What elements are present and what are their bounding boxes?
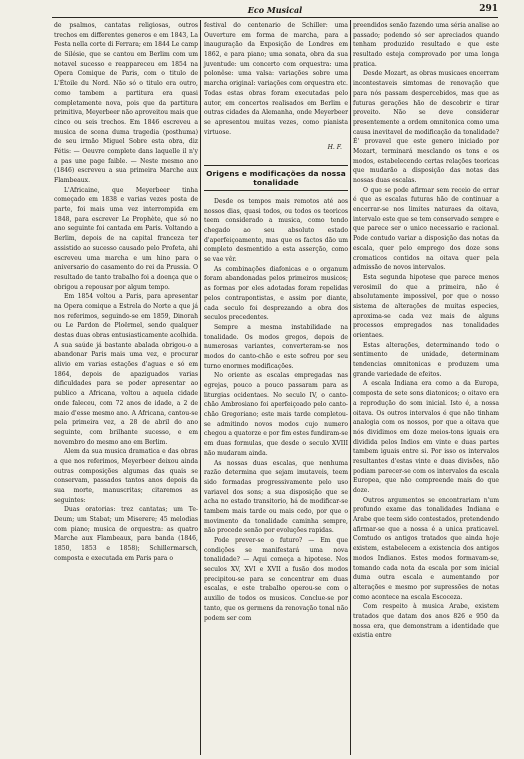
paragraph: Desde os tempos mais remotos até aos nossos dias, quasi todos, ou todos os teoricos teem considerado a musica, como tendo chegado ao seu absoluto estado d'aperfeiçoamento, mas que os factos dão um completo desmentido a esta asserção, como se vae vêr. [204,197,348,264]
article-title-line-1: Origens e modificações da nossa [206,168,346,178]
paragraph: L'Africaine, que Meyerbeer tinha começado em 1838 e varias vezes posta de parte, foi mais uma vez interrompida em 1848, para escrever Le Prophète, que só no ano seguinte foi cantada em Paris. Voltando a Berlim, depois de na capital franceza ter assistido ao sucesso causado pelo Profeta, ahi escreveu uma marcha e um hino para o aniversario do casamento do rei da Prussia. O resultado de tanto trabalho foi a doença que o obrigou a repousar por algum tempo. [54,186,198,291]
paragraph: No oriente as escalas empregadas nas egrejas, pouco a pouco passaram para as liturgias ocidentaes. No seculo IV, o canto-chão Ambrosiano foi aperfeiçoado pelo canto-chão Gregoriano; este mais tarde completou-se admitindo novos modos cujo numero chegou a quatorze e por fim estes fundiram-se em duas formulas, que desde o seculo XVIII não mudaram ainda. [204,372,348,457]
paragraph: Desde Mozart, as obras musicaes encerram incontestaveis simtomas de renovação que para nós passam despercebidos, mas que as futuras gerações hão de descobrir e tirar proveito. Não se deve considerar presentemente a ordem omnitonica como uma causa inevitavel de modificação da tonalidade? É' provavel que este genero iniciado por Mozart, terminará mesclando os tons e os modos, estabelecendo certas relações teoricas que mudarão a disposição das notas das nossas duas escalas. [353,70,499,184]
column-2 [204,21,348,623]
paragraph: Outros argumentos se encontrariam n'um profundo exame das tonalidades Indiana e Arabe que teem sido contestados, pretendendo afirmar-se que a nossa é a unica praticavel. Comtudo os antigos tratados que ainda hoje existem, estabelecem a existencia dos antigos modos Indianos. Estes modos formavam-se, tomando cada nota da escala por som inicial duma outra escala e aumentando por alterações e mesmo por supressões de notas como acontece na escala Escoceza. [353,496,499,601]
paragraph: Com respeito à musica Arabe, existem tratados que datam dos anos 826 e 950 da nossa era, que demonstram a identidade que existia entre [353,603,499,640]
column-divider-2 [350,20,351,755]
article-title [204,165,348,191]
author-signature: H. F. [327,144,342,152]
paragraph: O que se pode afirmar sem receio de errar é que as escalas futuras hão de continuar a encerrar-se nos limites naturaes da oitava, intervalo este que se tem conservado sempre e que parece ser o unico necessario e racional. Pode contudo variar a disposição das notas da escala, quer pelo emprego dos doze sons cromaticos contidos na oitava quer pela admissão de novos intervalos. [353,186,499,272]
publication-title: Eco Musical [247,5,303,15]
paragraph: festival do centenario de Schiller: uma Ouverture em forma de marcha, para a inauguração da Exposição de Londres em 1862, e para piano; uma sonata, obra da sua juventude: um concerto com orquestra: uma polonêse: uma valsa: variações sobre uma marcha original: variações com orquestra etc. Todas estas obras foram executadas pelo autor, em concertos realisados em Berlim e outras cidades da Alemanha, onde Meyerbeer se apresentou muitas vezes, como pianista virtuose. [204,22,348,136]
paragraph: Sempre a mesma instabilidade na tonalidade. Os modos gregos, depois de numerosas variantes, converteram-se nos modos do canto-chão e este sofreu por seu turno enormes modificações. [204,323,348,370]
page-number: 291 [479,4,498,14]
paragraph: Estas alterações, determinando todo o sentimento de unidade, determinam tendencias omnitonicas e produzem uma grande variedade de efeitos. [353,341,499,378]
header-rule [52,17,498,18]
article-title-line-2: tonalidade [253,177,299,187]
column-divider-1 [200,20,201,755]
column-3 [353,21,499,641]
paragraph: A escala Indiana era como a da Europa, composta de sete sons diatonicos; o oitavo era a reprodução do som inicial. Isto é, a nossa oitava. Os outros intervalos é que não tinham analogia com os nossos, por que a oitava que nós dividimos em doze meios-tons iguais era dividida pelos Indios em vinte e duas partes tambem iguais entre si. Por isso os intervalos resultantes d'estas vinte e duas divisões, não podiam parecer-se com os intervalos da escala Europea, que não compreende mais do que doze. [353,380,499,494]
paragraph: Esta segunda hipotese que parece menos verosimil do que a primeira, não é absolutamente impossivel, por que o nosso sistema de alterações de muitas especies, aproxima-se cada vez mais de alguns processos empregados nas tonalidades orientaes. [353,273,499,339]
paragraph: As combinações diafonicas e o organum foram abandonadas pelos primeiros musicos; as formas por eles adotadas foram repelidas pelos contrapontistas, e assim por diante, cada seculo foi desprezando a obra dos seculos precedentes. [204,265,348,322]
paragraph: Duas oratorias: trez cantatas; um Te-Deum; um Stabat; um Miserere; 45 melodias com piano; musica de orquestra: as quatro Marche aux Flambeaux, para banda (1846, 1850, 1853 e 1858); Schillermarsch, composta e executada em Paris para o [54,506,198,562]
page-header [52,3,498,17]
paragraph: Pode prever-se o futuro? — Em que condições se manifestará uma nova tonalidade? — Aqui começa a hipotese. Nos seculos XV, XVI e XVII a fusão dos modos precipitou-se para se concentrar em duas escalas, e este trabalho operou-se com o auxilio de todos os musicos. Conclue-se por tanto, que os germens da renovação tonal não podem ser com [204,537,348,622]
paragraph: Em 1854 voltou a Paris, para apresentar na Opera comique a Estrela do Norte a que já nos referimos, seguindo-se em 1859, Dinorah ou Le Pardon de Ploërmel, sendo qualquer destas duas obras entusiasticamente acolhida. A sua saúde já bastante abalada obrigou-o a abandonar Paris mais uma vez, e procurar alivio em varias estações d'aguas e só em 1864, depois de apaziguados varias dificuldades para se poder apresentar ao publico a Africana, voltou a aquela cidade onde faleceu, com 72 anos de idade, a 2 de maio d'esse mesmo ano. A Africana, cantou-se pela primeira vez, a 28 de abril do ano seguinte, com brilhante sucesso, e em novembro do mesmo ano em Berlim. [54,293,198,446]
paragraph: Alem da sua musica dramatica e das obras a que nos referimos, Meyerbeer deixou ainda outras composições algumas das quais se conservam, passados tantos anos depois da sua morte, manuscritas; citaremos as seguintes: [54,448,198,504]
paragraph: preendidos senão fazendo uma séria analise ao passado; podendo só ser apreciados quando tenham produzido resultado e que este resultado esteja comprovado por uma longa pratica. [353,22,499,68]
paragraph: As nossas duas escalas, que nenhuma razão determina que sejam imutaveis, teem sido formadas progressivamente pelo uso variavel dos sons; a sua disposição que se acha no estado transitorio, há de modificar-se tambem mais tarde ou mais cedo, por que o movimento da tonalidade caminha sempre, não procede senão por evoluções rapidas. [204,459,348,535]
paragraph: de psalmos, cantatas religiosas, outros trechos em differentes generos e em 1843, La Festa nella corte di Ferrara; em 1844 Le camp de Silésie, que se cantou em Berlim com um notavel sucesso e reappareceu em 1854 na Opera Comique de Paris, com o titulo de L'Étoile du Nord. Não só o titulo era outro, como tambem a partitura era quasi completamente nova, pois que da partitura primitiva, Meyerbeer não aproveitou mais que cinco ou seis trechos. Em 1846 escreveu a musica de scena duma tragedia (posthuma) de seu irmão Miguel Sobre esta obra, diz Fétis: — Oeuvre complete dans laquelle il n'y a pas une page faible. — Neste mesmo ano (1846) escreveu a sua primeira Marche aux Flambeaux. [54,22,198,184]
column-1 [54,21,198,564]
